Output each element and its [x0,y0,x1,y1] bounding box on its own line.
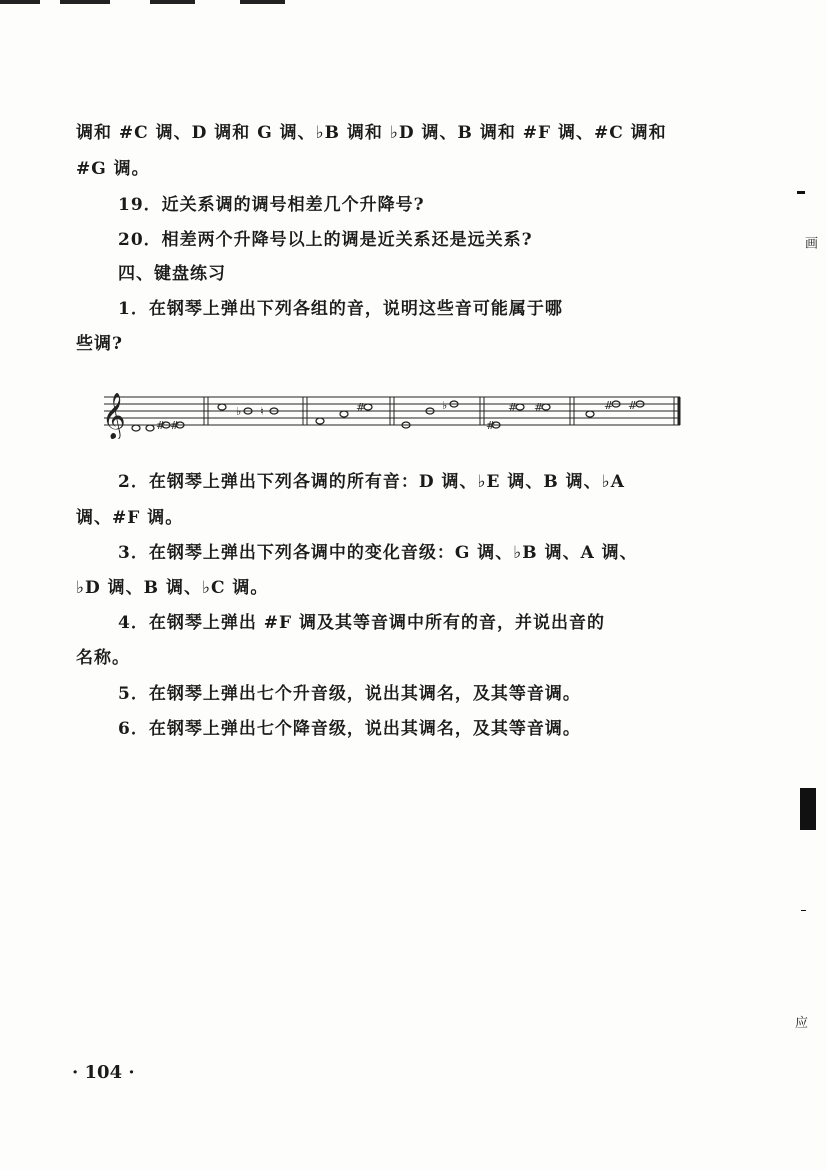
svg-text:#: # [534,401,544,414]
svg-text:#: # [156,419,166,432]
exercise-6: 6．在钢琴上弹出七个降音级，说出其调名，及其等音调。 [118,719,581,739]
page-number: · 104 · [72,1062,135,1083]
top-edge-bar [240,0,285,4]
exercise-2-cont: 调、#F 调。 [76,508,184,528]
top-edge-bar [60,0,110,4]
edge-text-bottom: 应 [795,1016,809,1031]
text-line: #G 调。 [76,159,150,179]
svg-text:#: # [486,419,496,432]
edge-dash [801,910,806,911]
svg-text:#: # [170,419,180,432]
exercise-3: 3．在钢琴上弹出下列各调中的变化音级：G 调、♭B 调、A 调、 [118,543,638,563]
exercise-3-cont: ♭D 调、B 调、♭C 调。 [76,578,269,598]
svg-text:♮: ♮ [260,405,264,418]
edge-dash [797,191,805,194]
text-line: 调和 #C 调、D 调和 G 调、♭B 调和 ♭D 调、B 调和 #F 调、#C 调和 [76,123,667,143]
exercise-4: 4．在钢琴上弹出 #F 调及其等音调中所有的音，并说出音的 [118,613,605,633]
exercise-5: 5．在钢琴上弹出七个升音级，说出其调名，及其等音调。 [118,684,581,704]
edge-block [800,788,816,830]
svg-text:#: # [628,399,638,412]
svg-text:♭: ♭ [442,399,448,412]
section-heading: 四、键盘练习 [118,264,226,284]
exercise-2: 2．在钢琴上弹出下列各调的所有音：D 调、♭E 调、B 调、♭A [118,472,625,492]
music-staff [100,383,684,439]
exercise-1-cont: 些调? [76,334,123,354]
edge-text-top: 画 [802,236,817,249]
svg-text:#: # [508,401,518,414]
svg-text:𝄞: 𝄞 [102,393,126,439]
question-19: 19．近关系调的调号相差几个升降号? [118,195,425,215]
svg-text:#: # [356,401,366,414]
exercise-4-cont: 名称。 [76,648,130,668]
svg-text:#: # [604,399,614,412]
exercise-1: 1．在钢琴上弹出下列各组的音，说明这些音可能属于哪 [118,299,563,319]
top-edge-bar [0,0,40,4]
question-20: 20．相差两个升降号以上的调是近关系还是远关系? [118,230,533,250]
svg-text:♭: ♭ [236,405,242,418]
top-edge-bar [150,0,195,4]
